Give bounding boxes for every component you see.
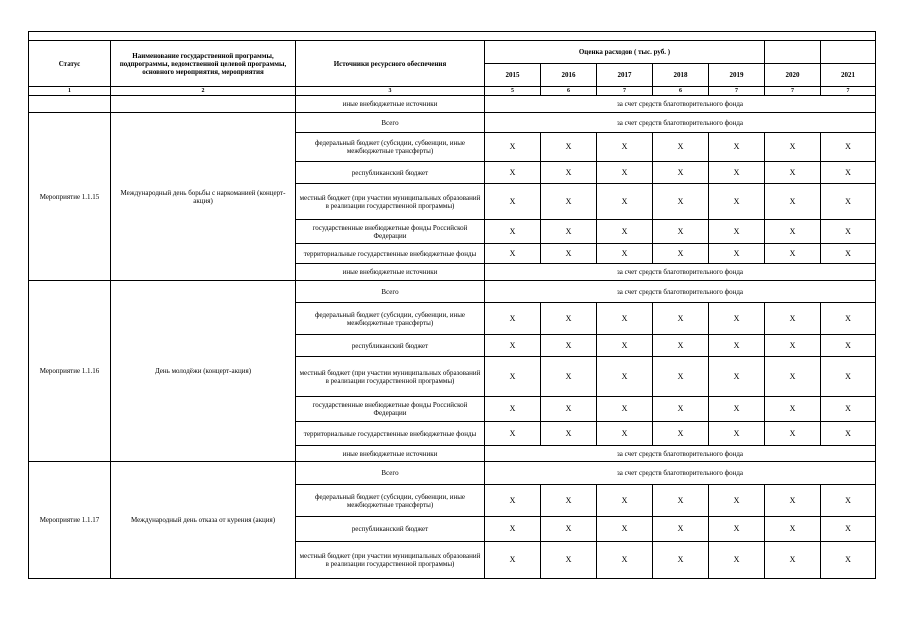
x-cell: X	[541, 133, 597, 162]
empty-top-cell	[29, 32, 876, 41]
x-cell: X	[709, 220, 765, 244]
header-estimate-text: Оценка расходов ( тыс. руб. )	[578, 48, 671, 56]
x-cell: X	[821, 184, 876, 220]
source-cell: иные внебюджетные источники	[296, 96, 485, 113]
source-cell: федеральный бюджет (субсидии, субвенции, иные межбюджетные трансферты)	[296, 133, 485, 162]
x-cell: X	[597, 335, 653, 357]
header-year: 2019	[709, 64, 765, 87]
status-empty-cell	[29, 96, 111, 113]
header-year: 2021	[821, 64, 876, 87]
x-cell: X	[765, 244, 821, 264]
source-cell: иные внебюджетные источники	[296, 264, 485, 281]
event-status: Мероприятие 1.1.15	[29, 113, 111, 281]
x-cell: X	[765, 133, 821, 162]
x-cell: X	[541, 335, 597, 357]
x-cell: X	[485, 133, 541, 162]
x-cell: X	[485, 517, 541, 542]
x-cell: X	[821, 397, 876, 422]
x-cell: X	[653, 485, 709, 517]
name-empty-cell	[111, 96, 296, 113]
x-cell: X	[541, 184, 597, 220]
x-cell: X	[653, 133, 709, 162]
header-estimate	[485, 41, 765, 64]
x-cell: X	[485, 244, 541, 264]
x-cell: X	[541, 517, 597, 542]
x-cell: X	[485, 162, 541, 184]
x-cell: X	[653, 303, 709, 335]
x-cell: X	[765, 335, 821, 357]
source-cell: республиканский бюджет	[296, 162, 485, 184]
header-year: 2018	[653, 64, 709, 87]
budget-table	[28, 31, 876, 579]
column-number: 7	[765, 87, 821, 96]
source-cell: местный бюджет (при участии муниципальных образований в реализации государственной программы)	[296, 357, 485, 397]
source-cell: Всего	[296, 462, 485, 485]
x-cell: X	[485, 357, 541, 397]
source-cell: Всего	[296, 281, 485, 303]
source-cell: местный бюджет (при участии муниципальных образований в реализации государственной программы)	[296, 184, 485, 220]
column-number: 5	[485, 87, 541, 96]
x-cell: X	[597, 244, 653, 264]
x-cell: X	[709, 162, 765, 184]
column-number: 1	[29, 87, 111, 96]
x-cell: X	[653, 517, 709, 542]
x-cell: X	[709, 244, 765, 264]
source-cell: территориальные государственные внебюджетные фонды	[296, 244, 485, 264]
x-cell: X	[653, 162, 709, 184]
header-year: 2016	[541, 64, 597, 87]
x-cell: X	[765, 220, 821, 244]
x-cell: X	[821, 542, 876, 579]
header-year: 2017	[597, 64, 653, 87]
x-cell: X	[821, 335, 876, 357]
x-cell: X	[653, 220, 709, 244]
x-cell: X	[541, 162, 597, 184]
x-cell: X	[597, 220, 653, 244]
table-row	[29, 281, 876, 303]
x-cell: X	[597, 357, 653, 397]
x-cell: X	[821, 303, 876, 335]
x-cell: X	[765, 542, 821, 579]
source-cell: федеральный бюджет (субсидии, субвенции, иные межбюджетные трансферты)	[296, 303, 485, 335]
column-number: 3	[296, 87, 485, 96]
x-cell: X	[597, 422, 653, 446]
charity-note: за счет средств благотворительного фонда	[485, 96, 876, 113]
column-number: 7	[709, 87, 765, 96]
table-row	[29, 462, 876, 485]
x-cell: X	[541, 303, 597, 335]
table-top-row	[29, 32, 876, 41]
x-cell: X	[597, 542, 653, 579]
table-row	[29, 113, 876, 133]
x-cell: X	[653, 184, 709, 220]
header-numbers-row	[29, 87, 876, 96]
x-cell: X	[821, 517, 876, 542]
event-name: День молодёжи (концерт-акция)	[111, 281, 296, 462]
column-number: 7	[597, 87, 653, 96]
source-cell: Всего	[296, 113, 485, 133]
x-cell: X	[765, 162, 821, 184]
x-cell: X	[821, 244, 876, 264]
event-status: Мероприятие 1.1.16	[29, 281, 111, 462]
x-cell: X	[709, 517, 765, 542]
x-cell: X	[541, 422, 597, 446]
charity-note: за счет средств благотворительного фонда	[485, 462, 876, 485]
x-cell: X	[485, 485, 541, 517]
x-cell: X	[653, 357, 709, 397]
x-cell: X	[485, 542, 541, 579]
source-cell: государственные внебюджетные фонды Российской Федерации	[296, 220, 485, 244]
x-cell: X	[597, 184, 653, 220]
x-cell: X	[709, 303, 765, 335]
x-cell: X	[541, 357, 597, 397]
x-cell: X	[709, 542, 765, 579]
x-cell: X	[597, 162, 653, 184]
x-cell: X	[709, 397, 765, 422]
x-cell: X	[765, 485, 821, 517]
source-cell: республиканский бюджет	[296, 517, 485, 542]
column-number: 6	[541, 87, 597, 96]
charity-note: за счет средств благотворительного фонда	[485, 281, 876, 303]
x-cell: X	[597, 485, 653, 517]
x-cell: X	[485, 303, 541, 335]
x-cell: X	[765, 357, 821, 397]
charity-note: за счет средств благотворительного фонда	[485, 113, 876, 133]
x-cell: X	[485, 184, 541, 220]
header-program-name: Наименование государственной программы, подпрограммы, ведомственной целевой программы, основного мероприятия, мероприятия	[111, 41, 296, 87]
x-cell: X	[765, 303, 821, 335]
x-cell: X	[541, 244, 597, 264]
source-cell: государственные внебюджетные фонды Российской Федерации	[296, 397, 485, 422]
source-cell: иные внебюджетные источники	[296, 446, 485, 462]
header-empty-cell	[821, 41, 876, 64]
x-cell: X	[653, 422, 709, 446]
x-cell: X	[653, 244, 709, 264]
x-cell: X	[821, 485, 876, 517]
x-cell: X	[485, 422, 541, 446]
x-cell: X	[485, 397, 541, 422]
x-cell: X	[821, 220, 876, 244]
column-number: 6	[653, 87, 709, 96]
x-cell: X	[821, 162, 876, 184]
x-cell: X	[541, 397, 597, 422]
x-cell: X	[597, 133, 653, 162]
x-cell: X	[597, 303, 653, 335]
event-name: Международный день борьбы с наркоманией (концерт-акция)	[111, 113, 296, 281]
x-cell: X	[709, 422, 765, 446]
event-status: Мероприятие 1.1.17	[29, 462, 111, 579]
x-cell: X	[597, 517, 653, 542]
header-sources: Источники ресурсного обеспечения	[296, 41, 485, 87]
x-cell: X	[709, 133, 765, 162]
x-cell: X	[541, 485, 597, 517]
header-empty-cell	[765, 41, 821, 64]
x-cell: X	[709, 357, 765, 397]
source-cell: территориальные государственные внебюджетные фонды	[296, 422, 485, 446]
event-name: Международный день отказа от курения (акция)	[111, 462, 296, 579]
x-cell: X	[541, 542, 597, 579]
header-row-1	[29, 41, 876, 64]
x-cell: X	[821, 357, 876, 397]
x-cell: X	[653, 397, 709, 422]
column-number: 7	[821, 87, 876, 96]
source-cell: республиканский бюджет	[296, 335, 485, 357]
x-cell: X	[653, 542, 709, 579]
x-cell: X	[765, 184, 821, 220]
source-cell: местный бюджет (при участии муниципальных образований в реализации государственной программы)	[296, 542, 485, 579]
x-cell: X	[709, 485, 765, 517]
x-cell: X	[821, 133, 876, 162]
x-cell: X	[709, 184, 765, 220]
header-status: Статус	[29, 41, 111, 87]
header-year: 2020	[765, 64, 821, 87]
x-cell: X	[485, 335, 541, 357]
x-cell: X	[541, 220, 597, 244]
x-cell: X	[485, 220, 541, 244]
x-cell: X	[765, 422, 821, 446]
x-cell: X	[653, 335, 709, 357]
header-year: 2015	[485, 64, 541, 87]
column-number: 2	[111, 87, 296, 96]
table-row	[29, 96, 876, 113]
x-cell: X	[821, 422, 876, 446]
charity-note: за счет средств благотворительного фонда	[485, 264, 876, 281]
x-cell: X	[709, 335, 765, 357]
x-cell: X	[765, 517, 821, 542]
x-cell: X	[765, 397, 821, 422]
charity-note: за счет средств благотворительного фонда	[485, 446, 876, 462]
x-cell: X	[597, 397, 653, 422]
source-cell: федеральный бюджет (субсидии, субвенции, иные межбюджетные трансферты)	[296, 485, 485, 517]
